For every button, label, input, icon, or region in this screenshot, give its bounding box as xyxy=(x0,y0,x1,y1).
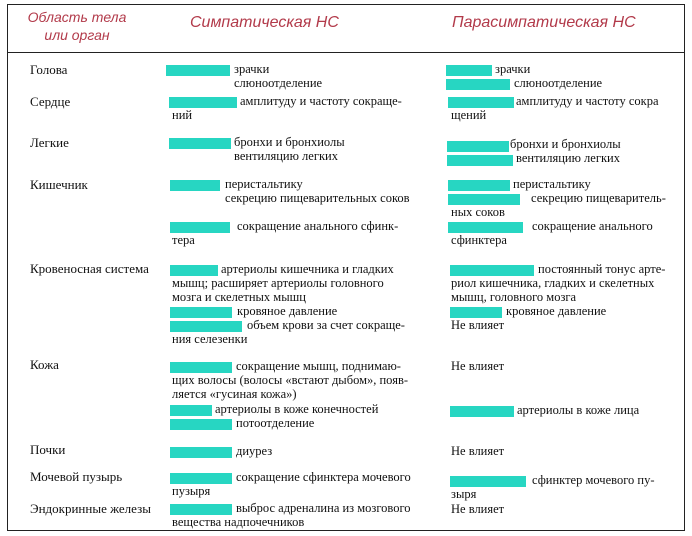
sym-text: амплитуду и частоту сокраще- xyxy=(240,94,402,108)
effect-bar xyxy=(446,79,510,90)
effect-bar xyxy=(450,406,514,417)
effect-bar xyxy=(448,97,514,108)
para-text: вентиляцию легких xyxy=(516,151,620,165)
organ-heart: Сердце xyxy=(30,94,71,109)
para-text: кровяное давление xyxy=(506,304,607,318)
organ-bladder: Мочевой пузырь xyxy=(30,469,123,484)
sym-text: ний xyxy=(172,108,193,122)
organ-skin: Кожа xyxy=(30,357,59,372)
effect-bar xyxy=(170,405,212,416)
organ-blood-system: Кровеносная система xyxy=(30,261,149,276)
effect-bar xyxy=(450,265,534,276)
effect-bar xyxy=(170,321,242,332)
sym-text: вещества надпочечников xyxy=(172,515,305,529)
sym-text: мозга и скелетных мышц xyxy=(172,290,306,304)
organ-head: Голова xyxy=(30,62,68,77)
sym-text: объем крови за счет сокраще- xyxy=(247,318,405,332)
effect-bar xyxy=(447,141,509,152)
para-text: перистальтику xyxy=(513,177,591,191)
sym-text: перистальтику xyxy=(225,177,303,191)
effect-bar xyxy=(170,180,220,191)
organ-lungs: Легкие xyxy=(30,135,69,150)
sym-text: ляется «гусиная кожа») xyxy=(172,387,297,401)
effect-bar xyxy=(170,447,232,458)
para-text: зыря xyxy=(451,487,477,501)
sym-text: диурез xyxy=(236,444,273,458)
para-text: артериолы в коже лица xyxy=(517,403,640,417)
para-text: щений xyxy=(451,108,487,122)
para-text: сфинктер мочевого пу- xyxy=(532,473,655,487)
effect-bar xyxy=(166,65,230,76)
para-text: секрецию пищеваритель- xyxy=(531,191,666,205)
sym-text: потоотделение xyxy=(236,416,315,430)
effect-bar xyxy=(170,362,232,373)
para-text: риол кишечника, гладких и скелетных xyxy=(451,276,655,290)
effect-bar xyxy=(450,307,502,318)
effect-bar xyxy=(170,222,230,233)
header-organ: Область тела или орган xyxy=(27,9,127,43)
para-text: сокращение анального xyxy=(532,219,653,233)
header-sympathetic: Симпатическая НС xyxy=(190,14,339,31)
sym-text: бронхи и бронхиолы xyxy=(234,135,345,149)
sym-text: мышц; расширяет артериолы головного xyxy=(172,276,384,290)
para-text: Не влияет xyxy=(451,444,505,458)
para-text: Не влияет xyxy=(451,359,505,373)
organ-endocrine: Эндокринные железы xyxy=(30,501,151,516)
para-text: амплитуду и частоту сокра xyxy=(516,94,659,108)
effect-bar xyxy=(448,180,510,191)
sym-text: ния селезенки xyxy=(172,332,248,346)
para-text: постоянный тонус арте- xyxy=(538,262,666,276)
sym-text: сокращение сфинктера мочевого xyxy=(236,470,411,484)
effect-bar xyxy=(170,419,232,430)
effect-bar xyxy=(447,155,513,166)
para-text: мышц, головного мозга xyxy=(451,290,577,304)
para-text: сфинктера xyxy=(451,233,507,247)
effect-bar xyxy=(169,138,231,149)
sym-text: слюноотделение xyxy=(234,76,323,90)
para-text: Не влияет xyxy=(451,318,505,332)
sym-text: секрецию пищеварительных соков xyxy=(225,191,410,205)
sym-text: пузыря xyxy=(172,484,211,498)
sym-text: выброс адреналина из мозгового xyxy=(236,501,411,515)
sym-text: сокращение мышц, поднимаю- xyxy=(236,359,401,373)
header-divider xyxy=(7,52,685,53)
para-text: слюноотделение xyxy=(514,76,603,90)
effect-bar xyxy=(169,97,237,108)
effect-bar xyxy=(170,504,232,515)
effect-bar xyxy=(446,65,492,76)
sym-text: зрачки xyxy=(234,62,270,76)
effect-bar xyxy=(170,265,218,276)
para-text: Не влияет xyxy=(451,502,505,516)
sym-text: сокращение анального сфинк- xyxy=(237,219,399,233)
header-parasympathetic: Парасимпатическая НС xyxy=(452,14,636,31)
para-text: ных соков xyxy=(451,205,505,219)
effect-bar xyxy=(170,307,232,318)
effect-bar xyxy=(450,476,526,487)
sym-text: кровяное давление xyxy=(237,304,338,318)
organ-kidneys: Почки xyxy=(30,442,66,457)
effect-bar xyxy=(170,473,232,484)
effect-bar xyxy=(448,194,520,205)
para-text: зрачки xyxy=(495,62,531,76)
sym-text: тера xyxy=(172,233,195,247)
sym-text: щих волосы (волосы «встают дыбом», появ- xyxy=(172,373,409,387)
sym-text: артериолы кишечника и гладких xyxy=(221,262,394,276)
organ-intestine: Кишечник xyxy=(30,177,88,192)
sym-text: вентиляцию легких xyxy=(234,149,338,163)
para-text: бронхи и бронхиолы xyxy=(510,137,621,151)
sym-text: артериолы в коже конечностей xyxy=(215,402,379,416)
effect-bar xyxy=(448,222,523,233)
